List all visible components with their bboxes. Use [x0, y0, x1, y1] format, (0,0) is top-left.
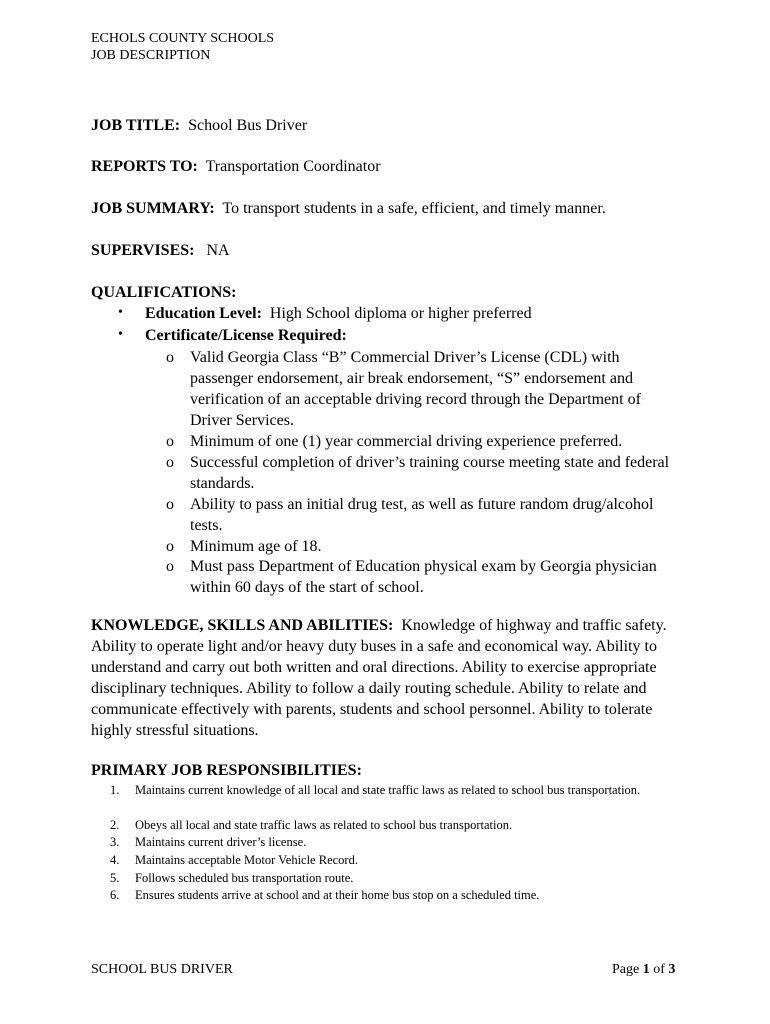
ksa-label: KNOWLEDGE, SKILLS AND ABILITIES:: [91, 617, 394, 634]
responsibility-text: Ensures students arrive at school and at their home bus stop on a scheduled time.: [135, 888, 540, 902]
total-pages: 3: [668, 962, 676, 977]
sub-bullet-glyph: o: [166, 558, 174, 575]
qualification-text: Valid Georgia Class “B” Commercial Driver’s License (CDL) with passenger endorsement, air break endorsement, “S” endorsement and verification of an acceptable driving record through the Department of Driver Services.: [190, 349, 641, 429]
header-line-1: ECHOLS COUNTY SCHOOLS: [91, 31, 275, 46]
reports-to-field: [91, 157, 381, 177]
qualification-subitem: [166, 494, 686, 536]
bullet-glyph: •: [118, 327, 123, 342]
qualification-text: Minimum age of 18.: [190, 538, 322, 555]
qualification-text: Successful completion of driver’s training course meeting state and federal standards.: [190, 454, 670, 492]
supervises-value: NA: [206, 242, 230, 259]
responsibility-number: 5.: [110, 871, 120, 885]
reports-to-value: Transportation Coordinator: [205, 158, 381, 175]
responsibility-number: 1.: [110, 783, 120, 797]
job-summary-value: To transport students in a safe, efficient, and timely manner.: [222, 200, 606, 217]
responsibility-item: [110, 834, 670, 851]
footer-title: SCHOOL BUS DRIVER: [91, 962, 233, 977]
sub-bullet-glyph: o: [166, 433, 174, 450]
job-summary-label: JOB SUMMARY:: [91, 200, 215, 217]
responsibility-item: [110, 817, 670, 834]
responsibility-number: 6.: [110, 888, 120, 902]
document-header: [91, 30, 274, 64]
current-page: 1: [642, 962, 650, 977]
responsibility-number: 4.: [110, 853, 120, 867]
qualification-subitem: [166, 431, 686, 452]
supervises-label: SUPERVISES:: [91, 242, 195, 259]
responsibility-item: [110, 852, 670, 869]
responsibilities-title: PRIMARY JOB RESPONSIBILITIES:: [91, 762, 362, 779]
responsibility-text: Follows scheduled bus transportation route.: [135, 871, 354, 885]
certificate-label: Certificate/License Required:: [145, 327, 347, 344]
qualifications-title: QUALIFICATIONS:: [91, 284, 237, 301]
qualification-subitem: [166, 347, 686, 431]
responsibility-item: [110, 870, 670, 887]
responsibility-text: Maintains acceptable Motor Vehicle Record.: [135, 853, 358, 867]
header-line-2: JOB DESCRIPTION: [91, 48, 211, 63]
responsibility-text: Maintains current driver’s license.: [135, 835, 307, 849]
sub-bullet-glyph: o: [166, 538, 174, 555]
ksa-text: Knowledge of highway and traffic safety. Ability to operate light and/or heavy duty buses in a safe and economical way. Ability to understand and carry out both written and oral directions. Ability to exercise appropriate disciplinary techniques. Ability to follow a daily routing schedule. Ability to relate and communicate effectively with parents, students and school personnel. Ability to tolerate highly stressful situations.: [91, 617, 667, 739]
responsibility-number: 2.: [110, 818, 120, 832]
job-title-label: JOB TITLE:: [91, 117, 181, 134]
sub-bullet-glyph: o: [166, 454, 174, 471]
page-word: Page: [612, 962, 640, 977]
ksa-paragraph: [91, 615, 691, 741]
responsibility-number: 3.: [110, 835, 120, 849]
page-number: [612, 961, 675, 978]
job-title-field: [91, 116, 307, 136]
sub-bullet-glyph: o: [166, 496, 174, 513]
qualification-subitem: [166, 452, 686, 494]
qualification-text: Ability to pass an initial drug test, as well as future random drug/alcohol tests.: [190, 496, 654, 534]
qualification-subitem: [166, 556, 686, 598]
qualification-subitem: [166, 536, 686, 557]
sub-bullet-glyph: o: [166, 349, 174, 366]
job-summary-field: [91, 199, 606, 219]
reports-to-label: REPORTS TO:: [91, 158, 198, 175]
qualification-text: Minimum of one (1) year commercial driving experience preferred.: [190, 433, 623, 450]
responsibility-item: [110, 887, 670, 904]
education-label: Education Level:: [145, 305, 262, 322]
job-title-value: School Bus Driver: [188, 117, 308, 134]
of-word: of: [653, 962, 665, 977]
bullet-glyph: •: [118, 305, 123, 320]
responsibility-text: Obeys all local and state traffic laws as related to school bus transportation.: [135, 818, 513, 832]
education-value: High School diploma or higher preferred: [269, 305, 532, 322]
qualification-text: Must pass Department of Education physical exam by Georgia physician within 60 days of the start of school.: [190, 558, 657, 596]
supervises-field: [91, 241, 230, 261]
responsibility-item: [110, 782, 670, 799]
responsibility-text: Maintains current knowledge of all local and state traffic laws as related to school bus transportation.: [135, 783, 641, 797]
